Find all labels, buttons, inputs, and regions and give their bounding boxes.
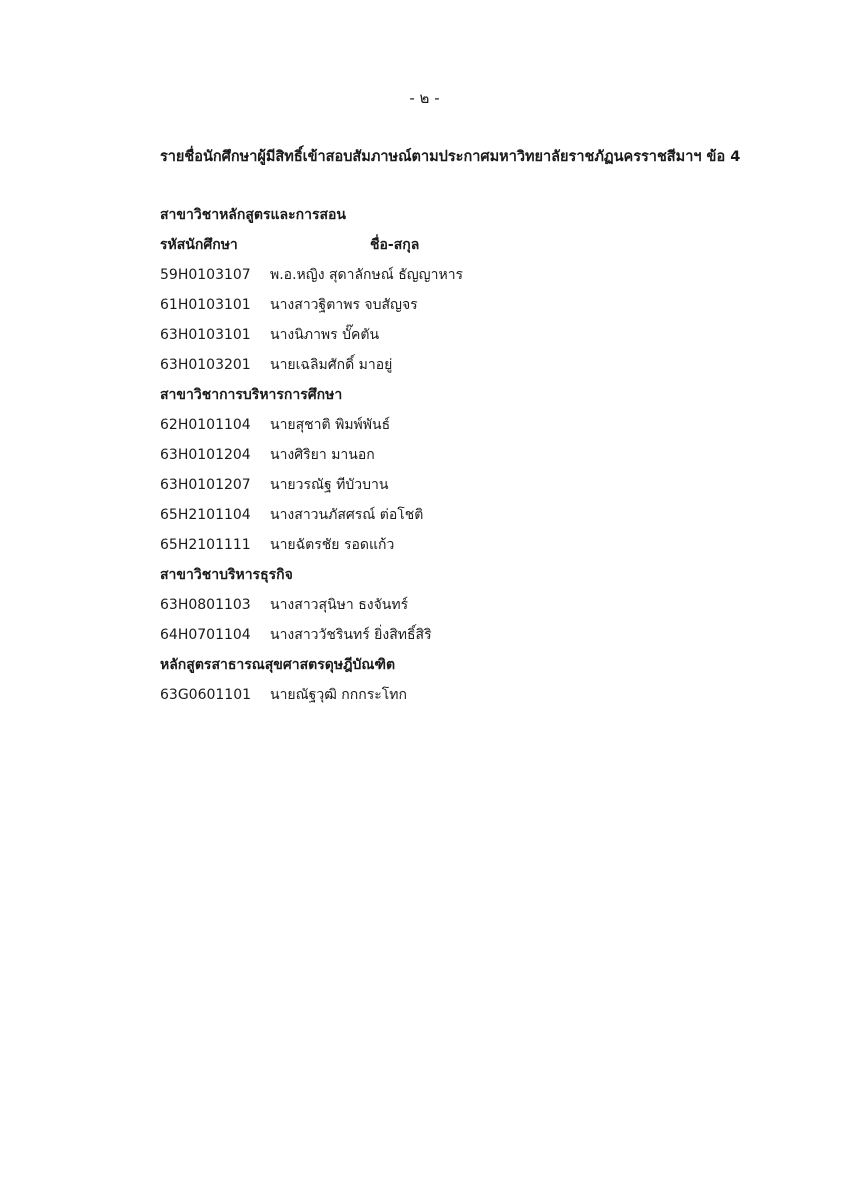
student-id: 65H2101104: [160, 507, 251, 523]
column-header-id: รหัสนักศึกษา: [160, 237, 238, 253]
student-row: [160, 410, 720, 440]
student-list: [160, 200, 720, 710]
student-row: [160, 470, 720, 500]
student-id: 62H0101104: [160, 417, 251, 433]
student-name: พ.อ.หญิง สุดาลักษณ์ ธัญญาหาร: [270, 267, 464, 283]
student-id: 65H2101111: [160, 537, 251, 553]
student-name: นางนิภาพร บั๊คตัน: [270, 327, 380, 343]
student-name: นายเฉลิมศักดิ์ มาอยู่: [270, 357, 393, 373]
section-heading: หลักสูตรสาธารณสุขศาสตรดุษฎีบัณฑิต: [160, 657, 396, 673]
student-id: 59H0103107: [160, 267, 251, 283]
section-heading: สาขาวิชาหลักสูตรและการสอน: [160, 207, 347, 223]
student-row: [160, 440, 720, 470]
student-row: [160, 320, 720, 350]
student-id: 63G0601101: [160, 687, 252, 703]
student-name: นายสุชาติ พิมพ์พันธ์: [270, 417, 391, 433]
student-name: นางสาวนภัสศรณ์ ต่อโชติ: [270, 507, 424, 523]
student-row: [160, 680, 720, 710]
student-id: 61H0103101: [160, 297, 251, 313]
student-row: [160, 530, 720, 560]
section-heading: สาขาวิชาบริหารธุรกิจ: [160, 567, 293, 583]
column-header-name: ชื่อ-สกุล: [370, 237, 420, 253]
student-id: 63H0101207: [160, 477, 251, 493]
student-row: [160, 290, 720, 320]
student-id: 63H0103101: [160, 327, 251, 343]
student-name: นายณัฐวุฒิ กกกระโทก: [270, 687, 407, 703]
student-name: นางสาววัชรินทร์ ยิ่งสิทธิ์สิริ: [270, 627, 432, 643]
student-id: 63H0101204: [160, 447, 251, 463]
document-title: รายชื่อนักศึกษาผู้มีสิทธิ์เข้าสอบสัมภาษณ์ตามประกาศมหาวิทยาลัยราชภัฏนครราชสีมาฯ ข้อ 4: [160, 149, 741, 165]
student-name: นายฉัตรชัย รอดแก้ว: [270, 537, 395, 553]
section-heading: สาขาวิชาการบริหารการศึกษา: [160, 387, 343, 403]
student-row: [160, 590, 720, 620]
student-row: [160, 260, 720, 290]
student-name: นางศิริยา มานอก: [270, 447, 375, 463]
student-name: นายวรณัฐ ทีบัวบาน: [270, 477, 389, 493]
student-row: [160, 350, 720, 380]
student-name: นางสาวสุนิษา ธงจันทร์: [270, 597, 409, 613]
student-id: 64H0701104: [160, 627, 251, 643]
page-number: - ๒ -: [409, 89, 440, 107]
student-row: [160, 620, 720, 650]
student-row: [160, 500, 720, 530]
student-id: 63H0801103: [160, 597, 251, 613]
column-headers: [160, 230, 720, 260]
student-id: 63H0103201: [160, 357, 251, 373]
student-name: นางสาวฐิตาพร จบสัญจร: [270, 297, 418, 313]
